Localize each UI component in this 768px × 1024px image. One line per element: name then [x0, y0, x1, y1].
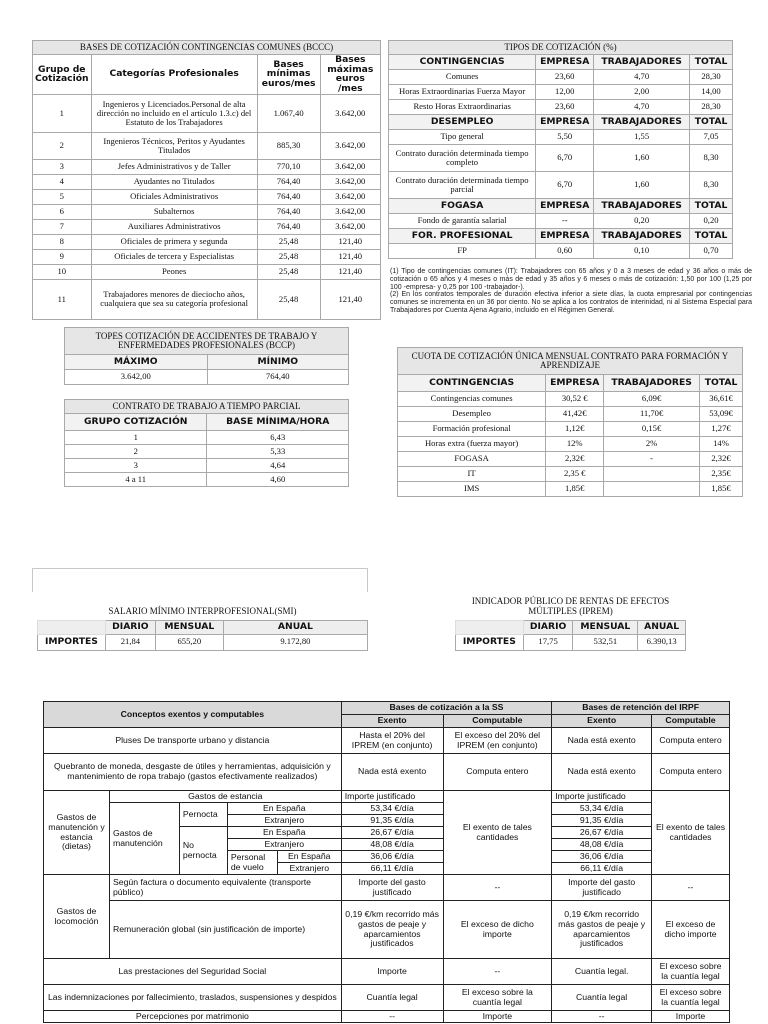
- cell-value: El exento de tales cantidades: [652, 791, 730, 875]
- tipos-cell: --: [536, 214, 594, 229]
- bccc-cell: 3.642,00: [320, 159, 380, 174]
- tipos-cell: 6,70: [536, 145, 594, 172]
- cell-value: 0,19 €/km recorrido más gastos de peaje y aparcamientos justificados: [341, 901, 443, 959]
- label-extranjero: Extranjero: [277, 863, 341, 875]
- tipos-cell: 0,60: [536, 244, 594, 259]
- bccc-cell: 25,48: [257, 264, 320, 279]
- label-extranjero: Extranjero: [227, 815, 341, 827]
- tipos-section-header: EMPRESA: [536, 115, 594, 130]
- tipos-cell: Horas Extraordinarias Fuerza Mayor: [389, 85, 536, 100]
- iprem-header: DIARIO: [523, 620, 573, 634]
- bccc-title: BASES DE COTIZACIÓN CONTINGENCIAS COMUNES (BCCC): [33, 41, 381, 55]
- cell-value: 91,35 €/día: [341, 815, 443, 827]
- parcial-cell: 4,64: [207, 459, 349, 473]
- smi-table: [37, 604, 368, 651]
- bccc-cell: 25,48: [257, 249, 320, 264]
- cuota-cell: 1,85€: [700, 482, 743, 497]
- cuota-cell: 0,15€: [604, 422, 700, 437]
- row-prestaciones: Las prestaciones del Seguridad Social: [44, 959, 342, 985]
- bccc-cell: 764,40: [257, 174, 320, 189]
- cuota-cell: Formación profesional: [398, 422, 546, 437]
- cell-value: 0,19 €/km recorrido más gastos de peaje y aparcamientos justificados: [552, 901, 652, 959]
- smi-value-anual: 9.172,80: [223, 634, 367, 650]
- cuota-cell: IMS: [398, 482, 546, 497]
- bccc-cell: 3.642,00: [320, 174, 380, 189]
- group-locomocion: Gastos de locomoción: [44, 875, 110, 959]
- tipos-section-header: CONTINGENCIAS: [389, 55, 536, 70]
- cuota-cell: Horas extra (fuerza mayor): [398, 437, 546, 452]
- topes-value-min: 764,40: [207, 370, 349, 385]
- cuota-header: CONTINGENCIAS: [398, 375, 546, 392]
- cell-value: --: [341, 1011, 443, 1023]
- col-header-computable: Computable: [652, 715, 730, 728]
- cell-value: Importe del gasto justificado: [552, 875, 652, 901]
- bccc-cell: 10: [33, 264, 92, 279]
- cuota-cell: FOGASA: [398, 452, 546, 467]
- bccc-cell: 3.642,00: [320, 94, 380, 132]
- cuota-cell: 11,70€: [604, 407, 700, 422]
- topes-header-min: MÍNIMO: [207, 355, 349, 370]
- parcial-cell: 3: [65, 459, 207, 473]
- parcial-header: BASE MÍNIMA/HORA: [207, 414, 349, 431]
- tipos-footnotes: [390, 268, 752, 315]
- tipos-section-header: TRABAJADORES: [594, 199, 690, 214]
- parcial-title: CONTRATO DE TRABAJO A TIEMPO PARCIAL: [65, 400, 349, 414]
- parcial-table: [64, 399, 349, 487]
- iprem-header: ANUAL: [638, 620, 686, 634]
- cuota-cell: 41,42€: [546, 407, 604, 422]
- cuota-cell: 2,32€: [700, 452, 743, 467]
- row-quebranto: Quebranto de moneda, desgaste de útiles y herramientas, adquisición y mantenimiento de ropa trabajo (gastos efectivamente realizados): [44, 754, 342, 791]
- iprem-value-mensual: 532,51: [573, 634, 638, 650]
- cuota-cell: 2,35 €: [546, 467, 604, 482]
- tipos-cell: FP: [389, 244, 536, 259]
- bccc-cell: Jefes Administrativos y de Taller: [91, 159, 257, 174]
- bccc-cell: 770,10: [257, 159, 320, 174]
- bccc-header: Bases máximas euros /mes: [320, 55, 380, 95]
- iprem-header: MENSUAL: [573, 620, 638, 634]
- tipos-cell: 8,30: [690, 172, 733, 199]
- bccc-cell: 3.642,00: [320, 189, 380, 204]
- smi-value-diario: 21,84: [105, 634, 155, 650]
- topes-table: [64, 327, 349, 385]
- group-dietas: Gastos de manutención y estancia (dietas): [44, 791, 110, 875]
- cell-value: Cuantía legal.: [552, 959, 652, 985]
- iprem-table: [455, 594, 686, 651]
- bccc-cell: 8: [33, 234, 92, 249]
- cell-value: Nada está exento: [341, 754, 443, 791]
- parcial-cell: 4 a 11: [65, 473, 207, 487]
- label-en-espana: En España: [227, 827, 341, 839]
- tipos-cell: 1,60: [594, 172, 690, 199]
- cuota-cell: 36,61€: [700, 392, 743, 407]
- bccc-cell: Ayudantes no Titulados: [91, 174, 257, 189]
- cell-value: Computa entero: [443, 754, 552, 791]
- cuota-table: [397, 347, 743, 497]
- cell-value: --: [652, 875, 730, 901]
- cell-value: Computa entero: [652, 728, 730, 754]
- tipos-cell: 23,60: [536, 100, 594, 115]
- bccc-table: [32, 40, 381, 320]
- cell-value: El exento de tales cantidades: [443, 791, 552, 875]
- cuota-header: EMPRESA: [546, 375, 604, 392]
- bccc-cell: 885,30: [257, 132, 320, 159]
- tipos-cell: 6,70: [536, 172, 594, 199]
- tipos-cell: 0,20: [690, 214, 733, 229]
- cell-value: Cuantía legal: [552, 985, 652, 1011]
- bccc-cell: 121,40: [320, 264, 380, 279]
- bccc-cell: 764,40: [257, 189, 320, 204]
- label-factura: Según factura o documento equivalente (transporte público): [109, 875, 341, 901]
- parcial-header: GRUPO COTIZACIÓN: [65, 414, 207, 431]
- topes-value-max: 3.642,00: [65, 370, 208, 385]
- cell-value: Importe justificado: [341, 791, 443, 803]
- cell-value: Importe justificado: [552, 791, 652, 803]
- cell-value: --: [552, 1011, 652, 1023]
- label-personal-vuelo: Personal de vuelo: [227, 851, 277, 875]
- cell-value: 66,11 €/día: [552, 863, 652, 875]
- tipos-cell: 1,55: [594, 130, 690, 145]
- tipos-cell: 28,30: [690, 70, 733, 85]
- row-indemnizaciones: Las indemnizaciones por fallecimiento, traslados, suspensiones y despidos: [44, 985, 342, 1011]
- tipos-cell: 0,20: [594, 214, 690, 229]
- bccc-header: Categorías Profesionales: [91, 55, 257, 95]
- label-manutencion: Gastos de manutención: [109, 803, 179, 875]
- cell-value: Cuantía legal: [341, 985, 443, 1011]
- tipos-cell: 8,30: [690, 145, 733, 172]
- label-extranjero: Extranjero: [227, 839, 341, 851]
- smi-frame: [32, 568, 368, 592]
- cuota-title: CUOTA DE COTIZACIÓN ÚNICA MENSUAL CONTRATO PARA FORMACIÓN Y APRENDIZAJE: [398, 348, 743, 375]
- bccc-cell: 764,40: [257, 204, 320, 219]
- bccc-cell: 6: [33, 204, 92, 219]
- iprem-title: INDICADOR PÚBLICO DE RENTAS DE EFECTOS MÚLTIPLES (IPREM): [471, 596, 670, 616]
- tipos-section-header: TOTAL: [690, 55, 733, 70]
- bccc-cell: 25,48: [257, 279, 320, 319]
- iprem-value-diario: 17,75: [523, 634, 573, 650]
- tipos-cell: 7,05: [690, 130, 733, 145]
- row-matrimonio: Percepciones por matrimonio: [44, 1011, 342, 1023]
- tipos-cell: 12,00: [536, 85, 594, 100]
- smi-row-label: IMPORTES: [38, 634, 106, 650]
- tipos-section-header: DESEMPLEO: [389, 115, 536, 130]
- bccc-cell: 11: [33, 279, 92, 319]
- col-header-ss: Bases de cotización a la SS: [341, 702, 552, 715]
- bccc-cell: 1.067,40: [257, 94, 320, 132]
- iprem-row-label: IMPORTES: [456, 634, 524, 650]
- cell-value: El exceso de dicho importe: [652, 901, 730, 959]
- bccc-cell: Ingenieros y Licenciados.Personal de alta dirección no incluido en el artículo 1.3.c) del Estatuto de los Trabajadores: [91, 94, 257, 132]
- col-header-computable: Computable: [443, 715, 552, 728]
- cell-value: 36,06 €/día: [341, 851, 443, 863]
- topes-title: TOPES COTIZACIÓN DE ACCIDENTES DE TRABAJO Y ENFERMEDADES PROFESIONALES (BCCP): [65, 328, 349, 355]
- tipos-section-header: TOTAL: [690, 199, 733, 214]
- tipos-cell: 4,70: [594, 100, 690, 115]
- cuota-cell: [604, 467, 700, 482]
- bccc-cell: 4: [33, 174, 92, 189]
- tipos-cell: 1,60: [594, 145, 690, 172]
- cell-value: El exceso sobre la cuantía legal: [652, 959, 730, 985]
- cuota-cell: 1,27€: [700, 422, 743, 437]
- tipos-section-header: TRABAJADORES: [594, 55, 690, 70]
- col-header-exento: Exento: [341, 715, 443, 728]
- tipos-cell: Fondo de garantía salarial: [389, 214, 536, 229]
- cell-value: Computa entero: [652, 754, 730, 791]
- footnote-1: (1) Tipo de contingencias comunes (IT): Trabajadores con 65 años y 0 a 3 meses de edad y 36 años o más de cotización o 65 años y 4 meses o más de edad y 35 años y 6 meses o más de cotización: 1,50 por 100 (1,25 por 100 -empresa- y 0,25 por 100 -trabajador-).: [390, 268, 752, 291]
- conceptos-table: [43, 701, 730, 1023]
- bccc-cell: 9: [33, 249, 92, 264]
- cuota-header: TOTAL: [700, 375, 743, 392]
- cell-value: --: [443, 875, 552, 901]
- cuota-cell: -: [604, 452, 700, 467]
- tipos-section-header: TOTAL: [690, 229, 733, 244]
- tipos-section-header: FOGASA: [389, 199, 536, 214]
- parcial-cell: 6,43: [207, 431, 349, 445]
- bccc-cell: 121,40: [320, 279, 380, 319]
- bccc-cell: Ingenieros Técnicos, Peritos y Ayudantes Titulados: [91, 132, 257, 159]
- cuota-cell: Contingencias comunes: [398, 392, 546, 407]
- cuota-cell: 2,35€: [700, 467, 743, 482]
- cell-value: Importe: [341, 959, 443, 985]
- tipos-cell: 4,70: [594, 70, 690, 85]
- smi-header: MENSUAL: [155, 620, 223, 634]
- tipos-section-header: EMPRESA: [536, 229, 594, 244]
- tipos-cell: 23,60: [536, 70, 594, 85]
- tipos-section-header: TRABAJADORES: [594, 115, 690, 130]
- bccc-cell: 3: [33, 159, 92, 174]
- cell-value: El exceso de dicho importe: [443, 901, 552, 959]
- parcial-cell: 5,33: [207, 445, 349, 459]
- bccc-cell: Oficiales de primera y segunda: [91, 234, 257, 249]
- label-en-espana: En España: [227, 803, 341, 815]
- cell-value: 53,34 €/día: [552, 803, 652, 815]
- label-estancia: Gastos de estancia: [109, 791, 341, 803]
- bccc-cell: 25,48: [257, 234, 320, 249]
- col-header-irpf: Bases de retención del IRPF: [552, 702, 730, 715]
- tipos-cell: Contrato duración determinada tiempo parcial: [389, 172, 536, 199]
- tipos-section-header: TOTAL: [690, 115, 733, 130]
- label-remuneracion-global: Remuneración global (sin justificación de importe): [109, 901, 341, 959]
- cell-value: Hasta el 20% del IPREM (en conjunto): [341, 728, 443, 754]
- parcial-cell: 1: [65, 431, 207, 445]
- bccc-cell: 7: [33, 219, 92, 234]
- tipos-section-header: TRABAJADORES: [594, 229, 690, 244]
- tipos-section-header: FOR. PROFESIONAL: [389, 229, 536, 244]
- label-no-pernocta: No pernocta: [179, 827, 227, 875]
- cuota-cell: 30,52 €: [546, 392, 604, 407]
- bccc-header: Bases mínimas euros/mes: [257, 55, 320, 95]
- cuota-cell: IT: [398, 467, 546, 482]
- iprem-value-anual: 6.390,13: [638, 634, 686, 650]
- bccc-cell: 3.642,00: [320, 132, 380, 159]
- bccc-cell: 5: [33, 189, 92, 204]
- cell-value: Importe: [443, 1011, 552, 1023]
- cuota-cell: [604, 482, 700, 497]
- cuota-cell: 12%: [546, 437, 604, 452]
- cell-value: 53,34 €/día: [341, 803, 443, 815]
- cell-value: Nada está exento: [552, 728, 652, 754]
- label-pernocta: Pernocta: [179, 803, 227, 827]
- parcial-cell: 2: [65, 445, 207, 459]
- cuota-header: TRABAJADORES: [604, 375, 700, 392]
- bccc-cell: 121,40: [320, 234, 380, 249]
- bccc-cell: 3.642,00: [320, 204, 380, 219]
- cell-value: Importe del gasto justificado: [341, 875, 443, 901]
- tipos-table: [388, 40, 733, 259]
- row-pluses: Pluses De transporte urbano y distancia: [44, 728, 342, 754]
- parcial-cell: 4,60: [207, 473, 349, 487]
- tipos-cell: 0,70: [690, 244, 733, 259]
- tipos-cell: 14,00: [690, 85, 733, 100]
- smi-header: ANUAL: [223, 620, 367, 634]
- iprem-corner: [456, 620, 524, 634]
- cuota-cell: 14%: [700, 437, 743, 452]
- tipos-title: TIPOS DE COTIZACIÓN (%): [389, 41, 733, 55]
- tipos-cell: 2,00: [594, 85, 690, 100]
- tipos-section-header: EMPRESA: [536, 55, 594, 70]
- tipos-cell: Tipo general: [389, 130, 536, 145]
- bccc-cell: 1: [33, 94, 92, 132]
- cell-value: 36,06 €/día: [552, 851, 652, 863]
- bccc-cell: Subalternos: [91, 204, 257, 219]
- tipos-cell: 0,10: [594, 244, 690, 259]
- cell-value: 48,08 €/día: [341, 839, 443, 851]
- cell-value: 26,67 €/día: [341, 827, 443, 839]
- cell-value: Importe: [652, 1011, 730, 1023]
- cell-value: 91,35 €/día: [552, 815, 652, 827]
- label-en-espana: En España: [277, 851, 341, 863]
- bccc-cell: 121,40: [320, 249, 380, 264]
- tipos-cell: 5,50: [536, 130, 594, 145]
- cell-value: 66,11 €/día: [341, 863, 443, 875]
- cell-value: --: [443, 959, 552, 985]
- bccc-cell: Peones: [91, 264, 257, 279]
- cuota-cell: 1,12€: [546, 422, 604, 437]
- col-header-conceptos: Conceptos exentos y computables: [44, 702, 342, 728]
- smi-corner: [38, 620, 106, 634]
- bccc-cell: 3.642,00: [320, 219, 380, 234]
- bccc-header: Grupo de Cotización: [33, 55, 92, 95]
- bccc-cell: Trabajadores menores de dieciocho años, cualquiera que sea su categoría profesional: [91, 279, 257, 319]
- bccc-cell: 764,40: [257, 219, 320, 234]
- cell-value: 48,08 €/día: [552, 839, 652, 851]
- tipos-cell: 28,30: [690, 100, 733, 115]
- footnote-2: (2) En los contratos temporales de duración efectiva inferior a siete días, la cuota empresarial por contingencias comunes se incrementa en un 36 por ciento. No se aplica a los contratos de interinidad, ni al Sistema Especial para Trabajadores por Cuenta Ajena Agrario, incluido en el Régimen General.: [390, 291, 752, 315]
- cell-value: El exceso sobre la cuantía legal: [652, 985, 730, 1011]
- cuota-cell: 1,85€: [546, 482, 604, 497]
- tipos-cell: Comunes: [389, 70, 536, 85]
- cuota-cell: 2%: [604, 437, 700, 452]
- col-header-exento: Exento: [552, 715, 652, 728]
- cuota-cell: Desempleo: [398, 407, 546, 422]
- bccc-cell: Auxiliares Administrativos: [91, 219, 257, 234]
- cell-value: Nada está exento: [552, 754, 652, 791]
- tipos-cell: Resto Horas Extraordinarias: [389, 100, 536, 115]
- tipos-cell: Contrato duración determinada tiempo completo: [389, 145, 536, 172]
- cell-value: 26,67 €/día: [552, 827, 652, 839]
- bccc-cell: Oficiales Administrativos: [91, 189, 257, 204]
- cuota-cell: 2,32€: [546, 452, 604, 467]
- smi-title: SALARIO MÍNIMO INTERPROFESIONAL(SMI): [108, 606, 297, 617]
- bccc-cell: Oficiales de tercera y Especialistas: [91, 249, 257, 264]
- topes-header-max: MÁXIMO: [65, 355, 208, 370]
- smi-header: DIARIO: [105, 620, 155, 634]
- tipos-section-header: EMPRESA: [536, 199, 594, 214]
- cuota-cell: 53,09€: [700, 407, 743, 422]
- smi-value-mensual: 655,20: [155, 634, 223, 650]
- cuota-cell: 6,09€: [604, 392, 700, 407]
- cell-value: El exceso sobre la cuantía legal: [443, 985, 552, 1011]
- cell-value: El exceso del 20% del IPREM (en conjunto): [443, 728, 552, 754]
- bccc-cell: 2: [33, 132, 92, 159]
